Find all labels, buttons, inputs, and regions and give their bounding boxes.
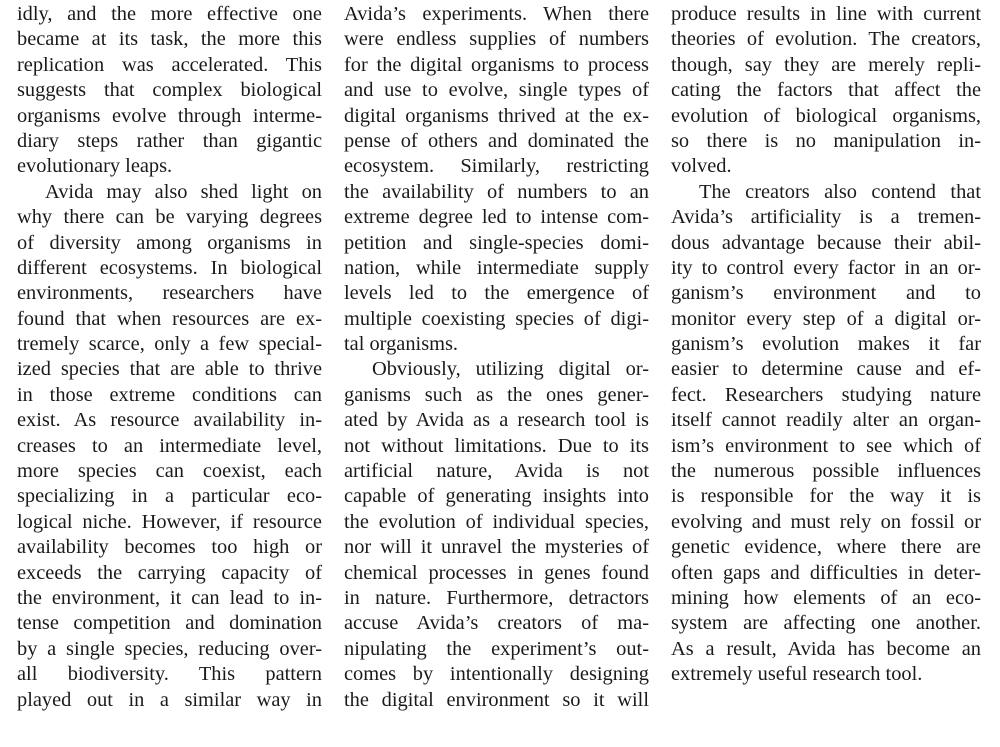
text-line: fect. Researchers studying nature xyxy=(671,383,981,406)
text-line: tremely scarce, only a few special- xyxy=(17,333,322,356)
text-line: digital organisms thrived at the ex- xyxy=(344,104,649,127)
text-line: in those extreme conditions can xyxy=(17,383,322,406)
text-line: As a result, Avida has become an xyxy=(671,637,981,660)
text-line: is responsible for the way it is xyxy=(671,485,981,508)
text-line: volved. xyxy=(671,155,732,178)
text-line: the numerous possible influences xyxy=(671,460,981,483)
text-line: the evolution of individual species, xyxy=(344,510,649,533)
text-line: the digital environment so it will xyxy=(344,688,649,711)
text-line: extreme degree led to intense com- xyxy=(344,206,649,229)
text-line: artificial nature, Avida is not xyxy=(344,460,649,483)
text-line: found that when resources are ex- xyxy=(17,307,322,330)
text-line: exist. As resource availability in- xyxy=(17,409,322,432)
text-line: Avida may also shed light on xyxy=(45,180,322,203)
text-line: in nature. Furthermore, detractors xyxy=(344,586,649,609)
text-line: levels led to the emergence of xyxy=(344,282,649,305)
text-line: extremely useful research tool. xyxy=(671,663,923,686)
text-line: played out in a similar way in xyxy=(17,688,322,711)
text-line: nipulating the experiment’s out- xyxy=(344,637,649,660)
text-line: by a single species, reducing over- xyxy=(17,637,322,660)
text-line: organisms evolve through interme- xyxy=(17,104,322,127)
text-line: ganisms such as the ones gener- xyxy=(344,383,649,406)
text-line: cating the factors that affect the xyxy=(671,79,981,102)
text-line: petition and single-species domi- xyxy=(344,231,649,254)
text-line: ganism’s environment and to xyxy=(671,282,981,305)
text-line: of diversity among organisms in xyxy=(17,231,322,254)
text-line: specializing in a particular eco- xyxy=(17,485,322,508)
text-line: evolution of biological organisms, xyxy=(671,104,981,127)
text-column-1 xyxy=(17,2,322,713)
text-line: the environment, it can lead to in- xyxy=(17,586,322,609)
text-line: though, say they are merely repli- xyxy=(671,53,981,76)
text-line: chemical processes in genes found xyxy=(344,561,649,584)
text-line: became at its task, the more this xyxy=(17,28,322,51)
text-line: genetic evidence, where there are xyxy=(671,536,981,559)
text-line: not without limitations. Due to its xyxy=(344,434,649,457)
text-line: more species can coexist, each xyxy=(17,460,322,483)
text-line: Obviously, utilizing digital or- xyxy=(372,358,649,381)
text-line: ized species that are able to thrive xyxy=(17,358,322,381)
text-line: suggests that complex biological xyxy=(17,79,322,102)
text-line: theories of evolution. The creators, xyxy=(671,28,981,51)
text-line: so there is no manipulation in- xyxy=(671,129,981,152)
text-line: logical niche. However, if resource xyxy=(17,510,322,533)
text-line: for the digital organisms to process xyxy=(344,53,649,76)
text-line: diary steps rather than gigantic xyxy=(17,129,322,152)
text-line: tal organisms. xyxy=(344,333,459,356)
text-line: ganism’s evolution makes it far xyxy=(671,333,981,356)
text-column-3 xyxy=(671,2,981,688)
text-line: dous advantage because their abil- xyxy=(671,231,981,254)
text-line: availability becomes too high or xyxy=(17,536,322,559)
text-line: all biodiversity. This pattern xyxy=(17,663,322,686)
text-line: were endless supplies of numbers xyxy=(344,28,649,51)
text-line: different ecosystems. In biological xyxy=(17,256,322,279)
text-line: environments, researchers have xyxy=(17,282,322,305)
text-line: ated by Avida as a research tool is xyxy=(344,409,649,432)
text-line: Avida’s experiments. When there xyxy=(344,3,649,25)
text-line: produce results in line with current xyxy=(671,3,981,25)
text-line: capable of generating insights into xyxy=(344,485,649,508)
text-line: itself cannot readily alter an organ- xyxy=(671,409,981,432)
text-line: replication was accelerated. This xyxy=(17,53,322,76)
text-line: accuse Avida’s creators of ma- xyxy=(344,612,649,635)
text-line: monitor every step of a digital or- xyxy=(671,307,981,330)
text-line: the availability of numbers to an xyxy=(344,180,649,203)
text-line: evolutionary leaps. xyxy=(17,155,173,178)
text-line: evolving and must rely on fossil or xyxy=(671,510,981,533)
text-line: comes by intentionally designing xyxy=(344,663,649,686)
text-line: ecosystem. Similarly, restricting xyxy=(344,155,649,178)
text-column-2 xyxy=(344,2,649,713)
text-line: system are affecting one another. xyxy=(671,612,981,635)
text-line: nor will it unravel the mysteries of xyxy=(344,536,649,559)
text-line: creases to an intermediate level, xyxy=(17,434,322,457)
text-line: idly, and the more effective one xyxy=(17,3,322,25)
text-line: easier to determine cause and ef- xyxy=(671,358,981,381)
text-line: nation, while intermediate supply xyxy=(344,256,649,279)
text-line: why there can be varying degrees xyxy=(17,206,322,229)
text-line: often gaps and difficulties in deter- xyxy=(671,561,981,584)
text-line: pense of others and dominated the xyxy=(344,129,649,152)
text-line: ity to control every factor in an or- xyxy=(671,256,981,279)
text-line: The creators also contend that xyxy=(699,180,981,203)
text-line: exceeds the carrying capacity of xyxy=(17,561,322,584)
text-line: multiple coexisting species of digi- xyxy=(344,307,649,330)
text-line: mining how elements of an eco- xyxy=(671,586,981,609)
text-line: tense competition and domination xyxy=(17,612,322,635)
text-line: ism’s environment to see which of xyxy=(671,434,981,457)
text-line: Avida’s artificiality is a tremen- xyxy=(671,206,981,229)
text-line: and use to evolve, single types of xyxy=(344,79,649,102)
